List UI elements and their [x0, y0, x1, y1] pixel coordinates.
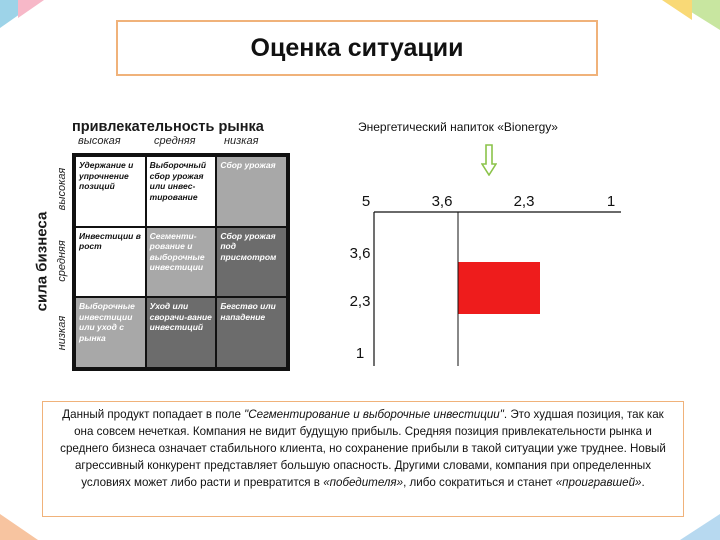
- y-tick-label: 3,6: [349, 245, 371, 262]
- matrix-row-low: низкая: [56, 315, 68, 351]
- matrix-cell: Уход или сворачи-вание инвестиций: [147, 298, 216, 367]
- highlight-cell: [458, 262, 540, 314]
- matrix-cell: Сбор урожая: [217, 157, 286, 226]
- slide-title: Оценка ситуации: [250, 33, 464, 62]
- matrix-title: привлекательность рынка: [72, 119, 264, 135]
- strategy-matrix: [34, 113, 300, 373]
- description-text-2: . Это худшая позиция, так как она совсем нечеткая. Компания не видит будущую прибыль. Средняя позиция привлекательности рынка и среднего бизнеса означает стабильного клиента, но сохранение прибыли в такой ситуации уже труднее. Новый агрессивный конкурент представляет большую опасность. Другими словами, компания при определенных условиях может либо расти и превратится в: [60, 408, 666, 489]
- description-box: [42, 401, 684, 517]
- x-tick-label: 2,3: [513, 193, 535, 210]
- matrix-cell: Выборочные инвестиции или уход с рынка: [76, 298, 145, 367]
- y-tick-label: 2,3: [349, 293, 371, 310]
- decor-shape-bottom-right: [680, 514, 720, 540]
- matrix-cell: Сегменти-рование и выборочные инвестиции: [147, 228, 216, 297]
- description-text-3: , либо сократиться и станет: [403, 476, 556, 489]
- down-arrow-icon: [481, 144, 497, 176]
- matrix-col-low: низкая: [224, 135, 259, 147]
- description-italic-3: «проигравшей»: [555, 476, 642, 489]
- slide-title-box: [116, 20, 598, 76]
- matrix-cell: Инвестиции в рост: [76, 228, 145, 297]
- matrix-col-mid: средняя: [154, 135, 196, 147]
- matrix-cell: Выборочный сбор урожая или инвес-тирование: [147, 157, 216, 226]
- product-title-prefix: Энергетический напиток: [358, 120, 498, 134]
- matrix-row-mid: средняя: [56, 240, 68, 282]
- description-italic-1: "Сегментирование и выборочные инвестиции": [244, 408, 504, 421]
- description-text-1: Данный продукт попадает в поле: [62, 408, 245, 421]
- matrix-cell: Бегство или нападение: [217, 298, 286, 367]
- description-italic-2: «победителя»: [323, 476, 404, 489]
- position-chart: [336, 182, 636, 372]
- decor-shape-bottom-left: [0, 514, 38, 540]
- matrix-col-high: высокая: [78, 135, 121, 147]
- matrix-row-axis-label: сила бизнеса: [33, 211, 51, 312]
- product-title-name: «Bionergy»: [497, 120, 558, 134]
- matrix-cell: Сбор урожая под присмотром: [217, 228, 286, 297]
- product-title: [358, 120, 558, 134]
- matrix-row-high: высокая: [56, 167, 68, 211]
- x-tick-label: 5: [361, 193, 371, 210]
- x-tick-label: 1: [606, 193, 616, 210]
- y-tick-label: 1: [355, 345, 365, 362]
- matrix-grid: [72, 153, 290, 371]
- decor-shape-top-right-2: [662, 0, 692, 20]
- x-tick-label: 3,6: [431, 193, 453, 210]
- decor-shape-top-left-2: [18, 0, 44, 18]
- matrix-cell: Удержание и упрочнение позиций: [76, 157, 145, 226]
- description-text-4: .: [641, 476, 645, 489]
